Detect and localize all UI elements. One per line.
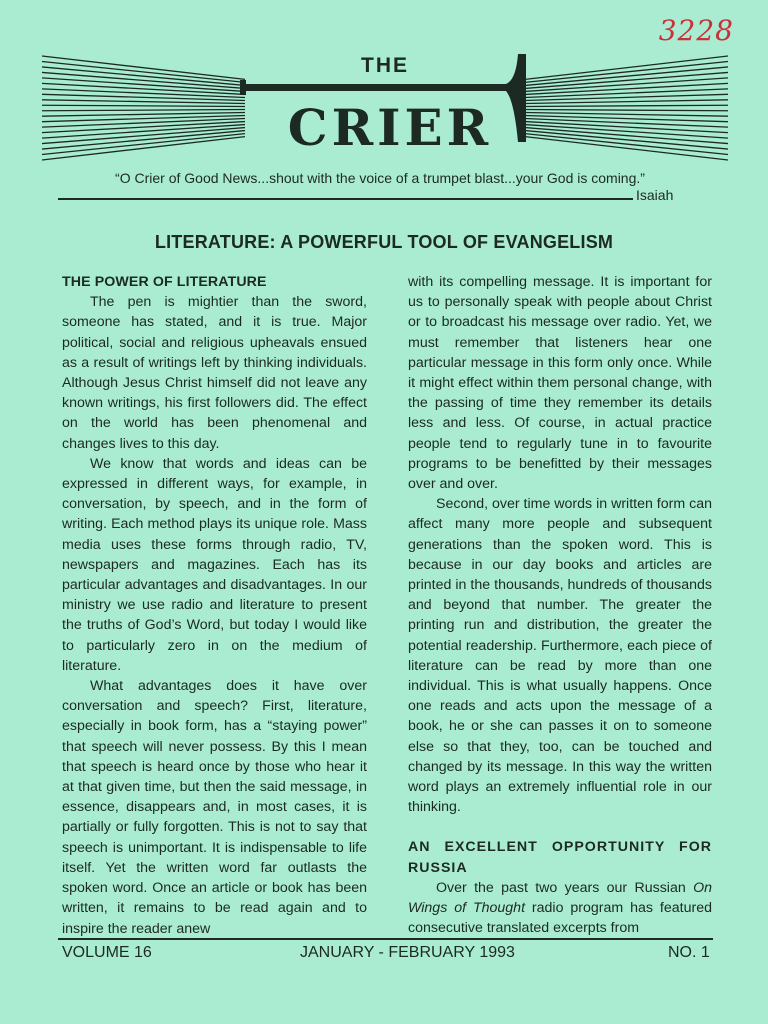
subhead-opportunity-russia: AN EXCELLENT OPPORTUNITY FOR RUSSIA (408, 839, 712, 876)
footer-date: JANUARY - FEBRUARY 1993 (300, 944, 515, 961)
paragraph-text: Over the past two years our Russian (436, 879, 694, 896)
ray-line (525, 134, 728, 155)
subhead-power-of-literature: THE POWER OF LITERATURE (62, 274, 267, 290)
ray-line (42, 100, 245, 104)
paragraph-text: radio program has featured consecutive translated excerpts from (408, 900, 712, 937)
left-column (62, 272, 367, 939)
program-title: On Wings of Thought (408, 879, 712, 917)
ray-line (42, 94, 245, 100)
masthead-title: CRIER (287, 98, 493, 157)
ray-line (42, 105, 245, 106)
trumpet-mouthpiece (240, 80, 246, 95)
ray-line (525, 113, 728, 117)
ray-line (525, 116, 728, 122)
paragraph: with its compelling message. It is important for us to personally speak with people about Christ or to broadcast his message over radio. Yet, we must remember that listeners hear one particular message in this form only once. While it might effect within them personal change, with the passing of time they remember its details less and less. Of course, in actual practice people tend to regularly tune in to favourite programs to be benefitted by their messages over and over. (408, 274, 712, 493)
masthead-motto: “O Crier of Good News...shout with the voice of a trumpet blast...your God is coming.” (115, 170, 645, 186)
ray-line (525, 105, 728, 106)
paragraph: Second, over time words in written form can affect many more people and subsequent generations than the spoken word. This is because in our day books and articles are printed in the thousands, hundreds of thousands and beyond that number. The greater the printing run and distribution, the greater the potential readership. Furthermore, each piece of literature can be read by more than one individual. This is what usually happens. Once one reads and acts upon the message of a book, he or she can passes it on to someone else so that they, too, can be touched and changed by its message. In this way the written word plays an extremely influential role in our thinking. (408, 496, 712, 816)
trumpet-tube (245, 84, 513, 91)
footer-issue-number: NO. 1 (668, 944, 710, 961)
paragraph: The pen is mightier than the sword, someone has stated, and it is true. Major political, social and religious upheavals ensued as a result of writings left by thinking individuals. Although Jesus Christ himself did not leave any known writings, his first followers did. The effect on the world has been phenomenal and changes lives to this day. (62, 294, 367, 452)
ray-line (42, 116, 245, 122)
ray-line (525, 100, 728, 104)
article-headline: LITERATURE: A POWERFUL TOOL OF EVANGELISM (154, 232, 614, 252)
ray-line (42, 113, 245, 117)
ray-line (525, 94, 728, 100)
paragraph: What advantages does it have over conversation and speech? First, literature, especially in book form, has a “staying power” that speech will never possess. By this I mean that speech is heard once by those who hear it at that given time, but then the said message, in essence, disappears and, in most cases, it is partially or fully forgotten. This is not to say that speech is unimportant. It is indispensable to life itself. Yet the written word far outlasts the spoken word. Once an article or book has been written, it remains to be read again and to inspire the reader anew (62, 678, 367, 937)
paragraph: We know that words and ideas can be expressed in different ways, for example, in conversation, by speech, and in the form of writing. Each method plays its unique role. Mass media uses these forms through radio, TV, newspapers and magazines. Each has its particular advantages and disadvantages. In our ministry we use radio and literature to present the truths of God’s Word, but today I would like to particularly zero in on the medium of literature. (62, 455, 367, 674)
ray-line (42, 134, 245, 155)
motto-attribution: Isaiah (636, 187, 674, 203)
footer-volume: VOLUME 16 (62, 944, 152, 961)
ray-line (525, 110, 728, 111)
ray-line (42, 110, 245, 111)
handwritten-page-number: 3228 (658, 14, 734, 47)
masthead (40, 50, 730, 170)
footer-rule (58, 938, 713, 940)
masthead-the: THE (361, 54, 409, 77)
paragraph (408, 878, 712, 939)
right-column (408, 272, 712, 939)
masthead-rule (58, 198, 633, 200)
